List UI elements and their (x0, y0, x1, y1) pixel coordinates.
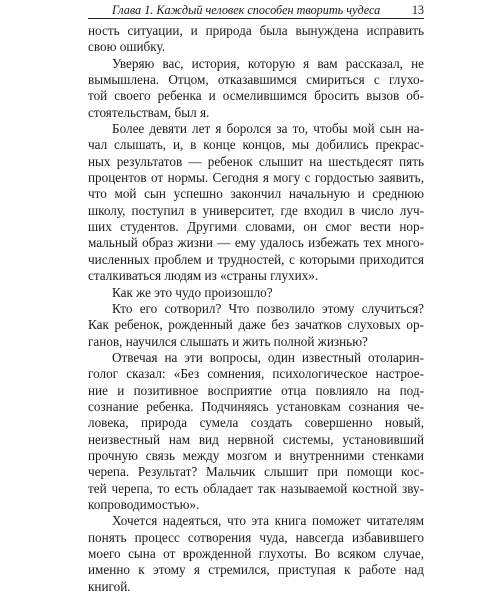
text-line: ние и позитивное восприятие отца повлияло на под- (88, 382, 424, 398)
paragraph (88, 301, 424, 350)
text-line: моего сына от врожденной глухоты. Во всяком случае, (88, 546, 424, 561)
page-number: 13 (411, 3, 424, 17)
text-line: Как ребенок, рожденный даже без зачатков слуховых ор- (88, 317, 424, 333)
text-line: ловека, природа сумела создать совершенно новый, (88, 415, 424, 431)
text-line: ных результатов — ребенок слышит на шестьдесят пять (88, 153, 424, 169)
text-line: неизвестный нам вид нервной системы, установивший (88, 431, 424, 447)
text-line: черепа. Результат? Мальчик слышит при помощи кос- (88, 464, 424, 480)
text-line: ганов, научился слышать и жить полной жизнью? (88, 333, 368, 349)
text-line: Более девяти лет я боролся за то, чтобы мой сын на- (112, 121, 424, 137)
text-line: Кто его сотворил? Что позволило этому случиться? (112, 300, 424, 316)
body-text (88, 23, 424, 595)
text-line: сознание ребенка. Подчиняясь установкам сознания че- (88, 398, 424, 414)
text-line: мальный образ жизни — ему удалось избежать тех много- (88, 235, 424, 251)
text-line: ших студентов. Другими словами, он смог вести нор- (88, 219, 424, 235)
paragraph (88, 23, 424, 56)
text-line: Как же это чудо произошло? (112, 284, 273, 300)
text-line: свою ошибку. (88, 39, 166, 55)
text-line: той своего ребенка и осмелившимся бросить вызов об- (88, 88, 424, 104)
text-line: ность ситуации, и природа была вынуждена исправить (88, 23, 424, 38)
text-line: сталкиваться людям из «страны глухих». (88, 268, 319, 284)
running-head: Глава 1. Каждый человек способен творить чудеса (112, 3, 381, 17)
text-line: прочную связь между мозгом и внутренними стенками (88, 447, 424, 463)
paragraph (88, 285, 424, 301)
text-line: именно к этому я стремился, приступая к работе над (88, 562, 424, 578)
text-line: что мой сын успешно закончил начальную и среднюю (88, 186, 424, 202)
text-line: тей черепа, то есть обладает так называемой костной зву- (88, 480, 424, 496)
text-line: книгой. (88, 578, 131, 594)
text-line: школу, поступил в университет, где входил в число луч- (88, 202, 424, 218)
text-line: вымышлена. Отцом, отказавшимся смириться с глухо- (88, 72, 424, 88)
paragraph (88, 121, 424, 284)
text-line: стоятельствам, был я. (88, 104, 210, 120)
text-line: копроводимостью». (88, 496, 200, 512)
text-line: численных проблем и трудностей, с которыми приходится (88, 251, 424, 267)
text-line: чал слышать, и, в конце концов, мы добились прекрас- (88, 137, 424, 153)
text-line: Уверяю вас, история, которую я вам рассказал, не (112, 55, 424, 71)
text-line: голог сказал: «Без сомнения, психологическое настрое- (88, 366, 424, 382)
paragraph (88, 513, 424, 595)
text-line: Хочется надеяться, что эта книга поможет читателям (112, 513, 424, 529)
paragraph (88, 56, 424, 121)
text-line: понять процесс сотворения чуда, навсегда избавившего (88, 529, 424, 545)
text-line: процентов от нормы. Сегодня я могу с гордостью заявить, (88, 170, 424, 186)
paragraph (88, 350, 424, 513)
page-header (88, 2, 424, 19)
text-line: Отвечая на эти вопросы, один известный отоларин- (112, 349, 424, 365)
